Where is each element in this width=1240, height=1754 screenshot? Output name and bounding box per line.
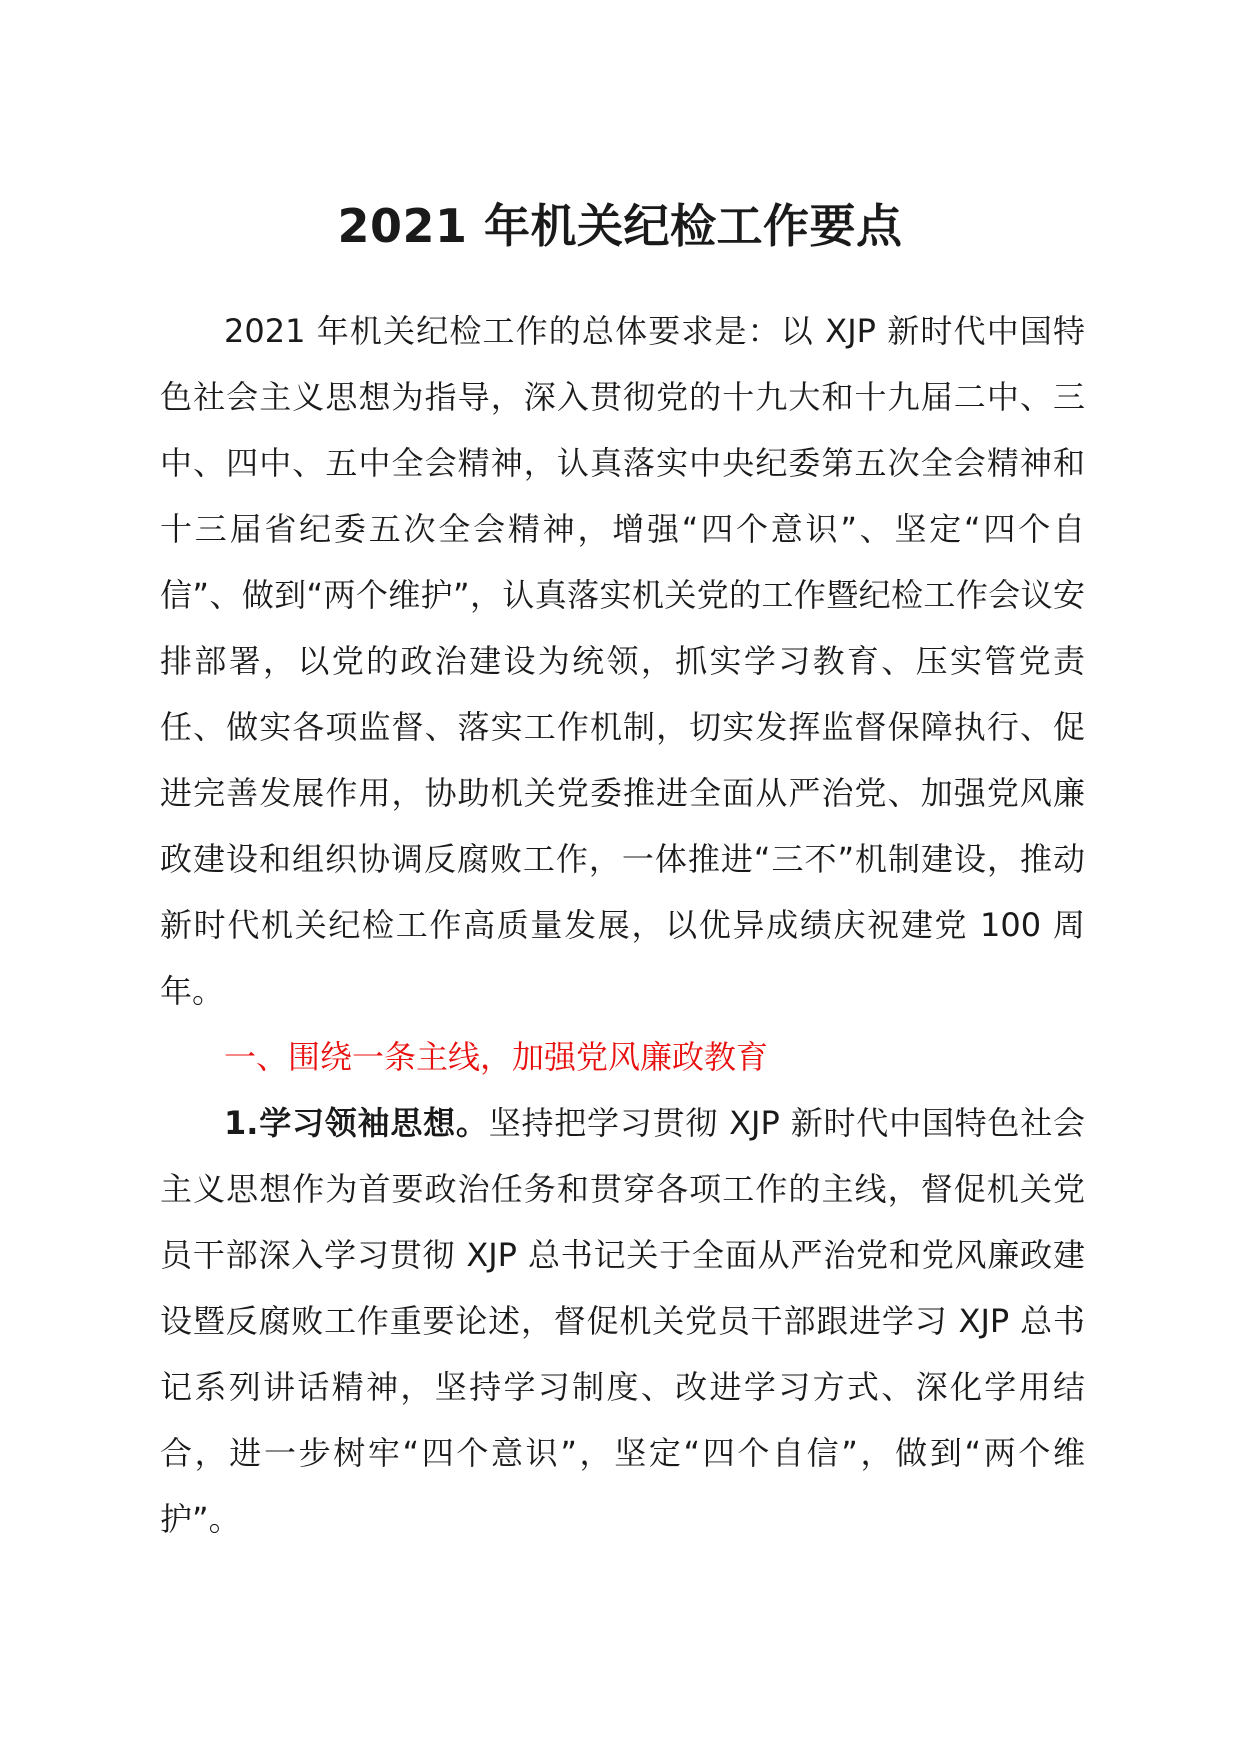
item-1-text: 坚持把学习贯彻 XJP 新时代中国特色社会主义思想作为首要政治任务和贯穿各项工作的主线，督促机关党员干部深入学习贯彻 XJP 总书记关于全面从严治党和党风廉政建设暨反腐败工作重要论述，督促机关党员干部跟进学习 XJP 总书记系列讲话精神，坚持学习制度、改进学习方式、深化学用结合，进一步树牢“四个意识”，坚定“四个自信”，做到“两个维护”。: [160, 1104, 1085, 1538]
intro-paragraph: 2021 年机关纪检工作的总体要求是：以 XJP 新时代中国特色社会主义思想为指导，深入贯彻党的十九大和十九届二中、三中、四中、五中全会精神，认真落实中央纪委第五次全会精神和十三届省纪委五次全会精神，增强“四个意识”、坚定“四个自信”、做到“两个维护”，认真落实机关党的工作暨纪检工作会议安排部署，以党的政治建设为统领，抓实学习教育、压实管党责任、做实各项监督、落实工作机制，切实发挥监督保障执行、促进完善发展作用，协助机关党委推进全面从严治党、加强党风廉政建设和组织协调反腐败工作，一体推进“三不”机制建设，推动新时代机关纪检工作高质量发展，以优异成绩庆祝建党 100 周年。: [160, 312, 1085, 1010]
section-1-heading: 一、围绕一条主线，加强党风廉政教育: [224, 1038, 769, 1076]
item-1-lead: 1.学习领袖思想。: [224, 1104, 489, 1142]
section-1-item-1-paragraph: [160, 1090, 1085, 1552]
document-title: 2021 年机关纪检工作要点: [337, 199, 903, 253]
